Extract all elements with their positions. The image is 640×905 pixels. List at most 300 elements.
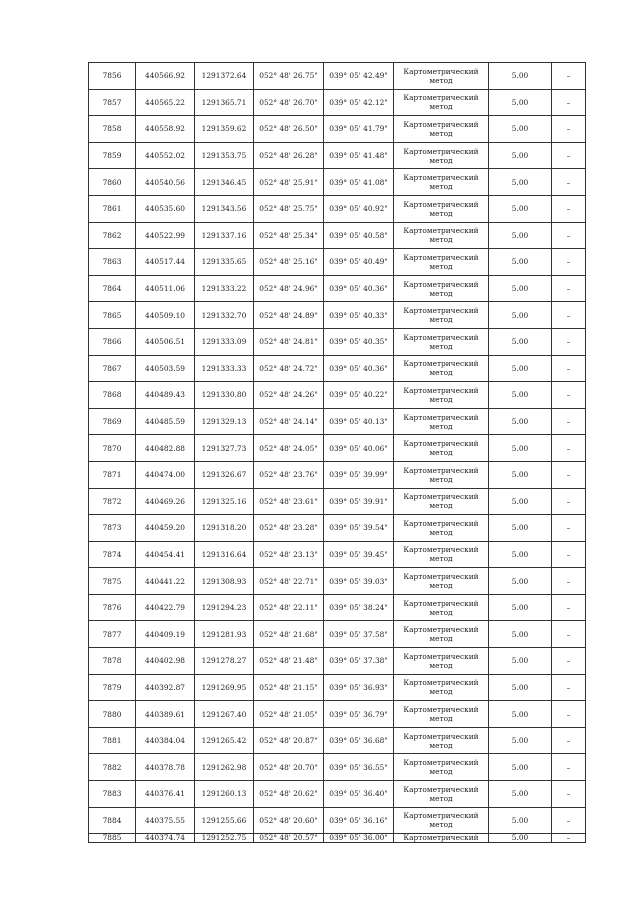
- method-cell: [394, 89, 489, 116]
- table-body: [89, 63, 586, 843]
- y-coordinate-cell: 1291255.66: [195, 807, 254, 834]
- accuracy-cell: 5.00: [489, 621, 552, 648]
- point-number-cell: 7869: [89, 408, 136, 435]
- dash-cell: –: [552, 302, 586, 329]
- method-line-2: метод: [429, 288, 453, 298]
- method-cell: [394, 195, 489, 222]
- longitude-cell: 039° 05' 40.36": [324, 275, 394, 302]
- method-line-2: метод: [429, 341, 453, 351]
- x-coordinate-cell: 440489.43: [136, 382, 195, 409]
- point-number-cell: 7885: [89, 834, 136, 843]
- longitude-cell: 039° 05' 36.68": [324, 727, 394, 754]
- longitude-cell: 039° 05' 40.33": [324, 302, 394, 329]
- method-cell: [394, 355, 489, 382]
- y-coordinate-cell: 1291269.95: [195, 674, 254, 701]
- method-line-1: Картометрический: [403, 598, 479, 608]
- accuracy-cell: 5.00: [489, 701, 552, 728]
- y-coordinate-cell: 1291333.09: [195, 328, 254, 355]
- table-row: [89, 195, 586, 222]
- x-coordinate-cell: 440374.74: [136, 834, 195, 843]
- x-coordinate-cell: 440441.22: [136, 568, 195, 595]
- latitude-cell: 052° 48' 21.48": [254, 648, 324, 675]
- method-line-2: метод: [429, 75, 453, 85]
- longitude-cell: 039° 05' 39.99": [324, 461, 394, 488]
- dash-cell: –: [552, 461, 586, 488]
- method-line-1: Картометрический: [403, 226, 479, 236]
- x-coordinate-cell: 440454.41: [136, 541, 195, 568]
- y-coordinate-cell: 1291318.20: [195, 515, 254, 542]
- latitude-cell: 052° 48' 20.87": [254, 727, 324, 754]
- point-number-cell: 7861: [89, 195, 136, 222]
- latitude-cell: 052° 48' 25.91": [254, 169, 324, 196]
- point-number-cell: 7859: [89, 142, 136, 169]
- dash-cell: –: [552, 169, 586, 196]
- accuracy-cell: 5.00: [489, 594, 552, 621]
- method-line-2: метод: [429, 235, 453, 245]
- accuracy-cell: 5.00: [489, 408, 552, 435]
- longitude-cell: 039° 05' 40.49": [324, 249, 394, 276]
- table-row: [89, 727, 586, 754]
- y-coordinate-cell: 1291316.64: [195, 541, 254, 568]
- method-line-2: метод: [429, 501, 453, 511]
- accuracy-cell: 5.00: [489, 754, 552, 781]
- dash-cell: –: [552, 515, 586, 542]
- method-line-1: Картометрический: [403, 545, 479, 555]
- y-coordinate-cell: 1291332.70: [195, 302, 254, 329]
- y-coordinate-cell: 1291343.56: [195, 195, 254, 222]
- y-coordinate-cell: 1291281.93: [195, 621, 254, 648]
- x-coordinate-cell: 440565.22: [136, 89, 195, 116]
- y-coordinate-cell: 1291335.65: [195, 249, 254, 276]
- point-number-cell: 7879: [89, 674, 136, 701]
- table-row: [89, 541, 586, 568]
- method-line-1: Картометрический: [403, 199, 479, 209]
- x-coordinate-cell: 440482.88: [136, 435, 195, 462]
- latitude-cell: 052° 48' 22.71": [254, 568, 324, 595]
- y-coordinate-cell: 1291346.45: [195, 169, 254, 196]
- method-cell: [394, 169, 489, 196]
- point-number-cell: 7865: [89, 302, 136, 329]
- latitude-cell: 052° 48' 20.60": [254, 807, 324, 834]
- accuracy-cell: 5.00: [489, 63, 552, 90]
- y-coordinate-cell: 1291265.42: [195, 727, 254, 754]
- dash-cell: –: [552, 541, 586, 568]
- latitude-cell: 052° 48' 24.05": [254, 435, 324, 462]
- accuracy-cell: 5.00: [489, 807, 552, 834]
- table-row: [89, 302, 586, 329]
- longitude-cell: 039° 05' 39.45": [324, 541, 394, 568]
- method-line-2: метод: [429, 261, 453, 271]
- method-cell: [394, 701, 489, 728]
- table-row: [89, 169, 586, 196]
- accuracy-cell: 5.00: [489, 461, 552, 488]
- longitude-cell: 039° 05' 42.49": [324, 63, 394, 90]
- latitude-cell: 052° 48' 24.81": [254, 328, 324, 355]
- method-line-1: Картометрический: [403, 359, 479, 369]
- dash-cell: –: [552, 89, 586, 116]
- latitude-cell: 052° 48' 23.13": [254, 541, 324, 568]
- latitude-cell: 052° 48' 23.28": [254, 515, 324, 542]
- accuracy-cell: 5.00: [489, 195, 552, 222]
- method-cell: [394, 515, 489, 542]
- x-coordinate-cell: 440506.51: [136, 328, 195, 355]
- method-line-2: метод: [429, 581, 453, 591]
- table-row: [89, 834, 586, 843]
- method-line-1: Картометрический: [403, 833, 479, 843]
- method-line-2: метод: [429, 820, 453, 830]
- y-coordinate-cell: 1291267.40: [195, 701, 254, 728]
- latitude-cell: 052° 48' 20.62": [254, 781, 324, 808]
- table-row: [89, 142, 586, 169]
- method-line-2: метод: [429, 368, 453, 378]
- method-line-1: Картометрический: [403, 811, 479, 821]
- method-cell: [394, 727, 489, 754]
- dash-cell: –: [552, 701, 586, 728]
- method-line-1: Картометрический: [403, 412, 479, 422]
- latitude-cell: 052° 48' 23.76": [254, 461, 324, 488]
- accuracy-cell: 5.00: [489, 116, 552, 143]
- x-coordinate-cell: 440422.79: [136, 594, 195, 621]
- accuracy-cell: 5.00: [489, 674, 552, 701]
- method-cell: [394, 834, 489, 843]
- point-number-cell: 7878: [89, 648, 136, 675]
- method-line-2: метод: [429, 182, 453, 192]
- table-row: [89, 701, 586, 728]
- method-cell: [394, 674, 489, 701]
- method-line-1: Картометрический: [403, 279, 479, 289]
- accuracy-cell: 5.00: [489, 435, 552, 462]
- table-row: [89, 116, 586, 143]
- accuracy-cell: 5.00: [489, 648, 552, 675]
- latitude-cell: 052° 48' 26.28": [254, 142, 324, 169]
- latitude-cell: 052° 48' 24.14": [254, 408, 324, 435]
- accuracy-cell: 5.00: [489, 328, 552, 355]
- longitude-cell: 039° 05' 40.35": [324, 328, 394, 355]
- method-cell: [394, 275, 489, 302]
- x-coordinate-cell: 440503.59: [136, 355, 195, 382]
- table-row: [89, 807, 586, 834]
- point-number-cell: 7864: [89, 275, 136, 302]
- dash-cell: –: [552, 435, 586, 462]
- dash-cell: –: [552, 222, 586, 249]
- dash-cell: –: [552, 408, 586, 435]
- x-coordinate-cell: 440376.41: [136, 781, 195, 808]
- accuracy-cell: 5.00: [489, 222, 552, 249]
- method-line-2: метод: [429, 448, 453, 458]
- method-line-1: Картометрический: [403, 625, 479, 635]
- method-line-2: метод: [429, 474, 453, 484]
- method-cell: [394, 222, 489, 249]
- accuracy-cell: 5.00: [489, 834, 552, 843]
- table-row: [89, 488, 586, 515]
- point-number-cell: 7870: [89, 435, 136, 462]
- x-coordinate-cell: 440535.60: [136, 195, 195, 222]
- method-cell: [394, 435, 489, 462]
- y-coordinate-cell: 1291294.23: [195, 594, 254, 621]
- method-cell: [394, 328, 489, 355]
- point-number-cell: 7862: [89, 222, 136, 249]
- table-row: [89, 408, 586, 435]
- y-coordinate-cell: 1291262.98: [195, 754, 254, 781]
- longitude-cell: 039° 05' 38.24": [324, 594, 394, 621]
- method-cell: [394, 594, 489, 621]
- longitude-cell: 039° 05' 39.54": [324, 515, 394, 542]
- table-row: [89, 275, 586, 302]
- x-coordinate-cell: 440485.59: [136, 408, 195, 435]
- method-cell: [394, 461, 489, 488]
- dash-cell: –: [552, 727, 586, 754]
- longitude-cell: 039° 05' 36.55": [324, 754, 394, 781]
- method-line-1: Картометрический: [403, 784, 479, 794]
- accuracy-cell: 5.00: [489, 488, 552, 515]
- dash-cell: –: [552, 834, 586, 843]
- x-coordinate-cell: 440392.87: [136, 674, 195, 701]
- point-number-cell: 7884: [89, 807, 136, 834]
- method-line-2: метод: [429, 793, 453, 803]
- x-coordinate-cell: 440469.26: [136, 488, 195, 515]
- method-line-1: Картометрический: [403, 306, 479, 316]
- method-line-1: Картометрический: [403, 119, 479, 129]
- point-number-cell: 7877: [89, 621, 136, 648]
- coordinates-table: [88, 62, 586, 843]
- longitude-cell: 039° 05' 36.16": [324, 807, 394, 834]
- longitude-cell: 039° 05' 40.06": [324, 435, 394, 462]
- method-line-2: метод: [429, 714, 453, 724]
- method-cell: [394, 621, 489, 648]
- longitude-cell: 039° 05' 36.00": [324, 834, 394, 843]
- dash-cell: –: [552, 249, 586, 276]
- point-number-cell: 7881: [89, 727, 136, 754]
- table-row: [89, 89, 586, 116]
- y-coordinate-cell: 1291278.27: [195, 648, 254, 675]
- method-line-2: метод: [429, 128, 453, 138]
- method-cell: [394, 302, 489, 329]
- accuracy-cell: 5.00: [489, 727, 552, 754]
- y-coordinate-cell: 1291326.67: [195, 461, 254, 488]
- point-number-cell: 7875: [89, 568, 136, 595]
- y-coordinate-cell: 1291252.75: [195, 834, 254, 843]
- method-line-2: метод: [429, 527, 453, 537]
- x-coordinate-cell: 440459.20: [136, 515, 195, 542]
- dash-cell: –: [552, 142, 586, 169]
- dash-cell: –: [552, 781, 586, 808]
- method-line-2: метод: [429, 208, 453, 218]
- dash-cell: –: [552, 63, 586, 90]
- y-coordinate-cell: 1291260.13: [195, 781, 254, 808]
- longitude-cell: 039° 05' 40.36": [324, 355, 394, 382]
- method-cell: [394, 116, 489, 143]
- method-line-2: метод: [429, 554, 453, 564]
- accuracy-cell: 5.00: [489, 275, 552, 302]
- point-number-cell: 7880: [89, 701, 136, 728]
- dash-cell: –: [552, 621, 586, 648]
- latitude-cell: 052° 48' 21.05": [254, 701, 324, 728]
- method-cell: [394, 382, 489, 409]
- dash-cell: –: [552, 488, 586, 515]
- longitude-cell: 039° 05' 40.58": [324, 222, 394, 249]
- method-line-2: метод: [429, 315, 453, 325]
- method-line-2: метод: [429, 660, 453, 670]
- method-line-1: Картометрический: [403, 572, 479, 582]
- longitude-cell: 039° 05' 41.48": [324, 142, 394, 169]
- point-number-cell: 7882: [89, 754, 136, 781]
- method-line-1: Картометрический: [403, 651, 479, 661]
- method-line-1: Картометрический: [403, 731, 479, 741]
- method-line-1: Картометрический: [403, 385, 479, 395]
- table-row: [89, 515, 586, 542]
- longitude-cell: 039° 05' 40.22": [324, 382, 394, 409]
- latitude-cell: 052° 48' 24.72": [254, 355, 324, 382]
- method-line-2: метод: [429, 421, 453, 431]
- longitude-cell: 039° 05' 39.91": [324, 488, 394, 515]
- point-number-cell: 7883: [89, 781, 136, 808]
- method-line-2: метод: [429, 155, 453, 165]
- y-coordinate-cell: 1291327.73: [195, 435, 254, 462]
- x-coordinate-cell: 440566.92: [136, 63, 195, 90]
- dash-cell: –: [552, 754, 586, 781]
- latitude-cell: 052° 48' 21.15": [254, 674, 324, 701]
- method-line-1: Картометрический: [403, 93, 479, 103]
- accuracy-cell: 5.00: [489, 568, 552, 595]
- accuracy-cell: 5.00: [489, 541, 552, 568]
- longitude-cell: 039° 05' 36.79": [324, 701, 394, 728]
- longitude-cell: 039° 05' 42.12": [324, 89, 394, 116]
- x-coordinate-cell: 440552.02: [136, 142, 195, 169]
- method-line-1: Картометрический: [403, 465, 479, 475]
- longitude-cell: 039° 05' 36.93": [324, 674, 394, 701]
- method-cell: [394, 142, 489, 169]
- accuracy-cell: 5.00: [489, 89, 552, 116]
- y-coordinate-cell: 1291325.16: [195, 488, 254, 515]
- longitude-cell: 039° 05' 37.38": [324, 648, 394, 675]
- dash-cell: –: [552, 382, 586, 409]
- method-line-1: Картометрический: [403, 439, 479, 449]
- x-coordinate-cell: 440517.44: [136, 249, 195, 276]
- longitude-cell: 039° 05' 41.08": [324, 169, 394, 196]
- point-number-cell: 7867: [89, 355, 136, 382]
- method-cell: [394, 648, 489, 675]
- dash-cell: –: [552, 355, 586, 382]
- accuracy-cell: 5.00: [489, 142, 552, 169]
- table-row: [89, 621, 586, 648]
- dash-cell: –: [552, 195, 586, 222]
- point-number-cell: 7860: [89, 169, 136, 196]
- dash-cell: –: [552, 807, 586, 834]
- accuracy-cell: 5.00: [489, 355, 552, 382]
- table-row: [89, 594, 586, 621]
- method-line-2: метод: [429, 767, 453, 777]
- latitude-cell: 052° 48' 26.75": [254, 63, 324, 90]
- x-coordinate-cell: 440509.10: [136, 302, 195, 329]
- method-line-1: Картометрический: [403, 332, 479, 342]
- longitude-cell: 039° 05' 41.79": [324, 116, 394, 143]
- method-cell: [394, 781, 489, 808]
- method-cell: [394, 568, 489, 595]
- y-coordinate-cell: 1291353.75: [195, 142, 254, 169]
- method-cell: [394, 408, 489, 435]
- dash-cell: –: [552, 116, 586, 143]
- method-line-1: Картометрический: [403, 252, 479, 262]
- longitude-cell: 039° 05' 40.13": [324, 408, 394, 435]
- point-number-cell: 7857: [89, 89, 136, 116]
- point-number-cell: 7876: [89, 594, 136, 621]
- method-line-1: Картометрический: [403, 758, 479, 768]
- x-coordinate-cell: 440522.99: [136, 222, 195, 249]
- dash-cell: –: [552, 594, 586, 621]
- y-coordinate-cell: 1291333.22: [195, 275, 254, 302]
- accuracy-cell: 5.00: [489, 781, 552, 808]
- dash-cell: –: [552, 674, 586, 701]
- method-cell: [394, 541, 489, 568]
- y-coordinate-cell: 1291329.13: [195, 408, 254, 435]
- table-row: [89, 435, 586, 462]
- y-coordinate-cell: 1291333.33: [195, 355, 254, 382]
- y-coordinate-cell: 1291359.62: [195, 116, 254, 143]
- point-number-cell: 7874: [89, 541, 136, 568]
- accuracy-cell: 5.00: [489, 382, 552, 409]
- dash-cell: –: [552, 648, 586, 675]
- method-cell: [394, 754, 489, 781]
- method-line-2: метод: [429, 607, 453, 617]
- accuracy-cell: 5.00: [489, 515, 552, 542]
- x-coordinate-cell: 440402.98: [136, 648, 195, 675]
- dash-cell: –: [552, 568, 586, 595]
- accuracy-cell: 5.00: [489, 249, 552, 276]
- method-cell: [394, 249, 489, 276]
- latitude-cell: 052° 48' 22.11": [254, 594, 324, 621]
- point-number-cell: 7858: [89, 116, 136, 143]
- latitude-cell: 052° 48' 26.50": [254, 116, 324, 143]
- point-number-cell: 7863: [89, 249, 136, 276]
- table-row: [89, 674, 586, 701]
- y-coordinate-cell: 1291372.64: [195, 63, 254, 90]
- longitude-cell: 039° 05' 37.58": [324, 621, 394, 648]
- point-number-cell: 7856: [89, 63, 136, 90]
- method-line-1: Картометрический: [403, 705, 479, 715]
- x-coordinate-cell: 440384.04: [136, 727, 195, 754]
- latitude-cell: 052° 48' 25.75": [254, 195, 324, 222]
- point-number-cell: 7866: [89, 328, 136, 355]
- dash-cell: –: [552, 275, 586, 302]
- y-coordinate-cell: 1291365.71: [195, 89, 254, 116]
- table-row: [89, 382, 586, 409]
- method-line-2: метод: [429, 394, 453, 404]
- method-cell: [394, 488, 489, 515]
- method-line-1: Картометрический: [403, 518, 479, 528]
- method-cell: [394, 63, 489, 90]
- x-coordinate-cell: 440558.92: [136, 116, 195, 143]
- latitude-cell: 052° 48' 20.57": [254, 834, 324, 843]
- latitude-cell: 052° 48' 24.96": [254, 275, 324, 302]
- accuracy-cell: 5.00: [489, 302, 552, 329]
- accuracy-cell: 5.00: [489, 169, 552, 196]
- method-line-2: метод: [429, 740, 453, 750]
- point-number-cell: 7873: [89, 515, 136, 542]
- x-coordinate-cell: 440375.55: [136, 807, 195, 834]
- x-coordinate-cell: 440474.00: [136, 461, 195, 488]
- latitude-cell: 052° 48' 25.34": [254, 222, 324, 249]
- method-line-1: Картометрический: [403, 173, 479, 183]
- table-row: [89, 355, 586, 382]
- latitude-cell: 052° 48' 25.16": [254, 249, 324, 276]
- longitude-cell: 039° 05' 36.40": [324, 781, 394, 808]
- dash-cell: –: [552, 328, 586, 355]
- x-coordinate-cell: 440378.78: [136, 754, 195, 781]
- table-row: [89, 754, 586, 781]
- table-row: [89, 249, 586, 276]
- latitude-cell: 052° 48' 24.26": [254, 382, 324, 409]
- table-row: [89, 781, 586, 808]
